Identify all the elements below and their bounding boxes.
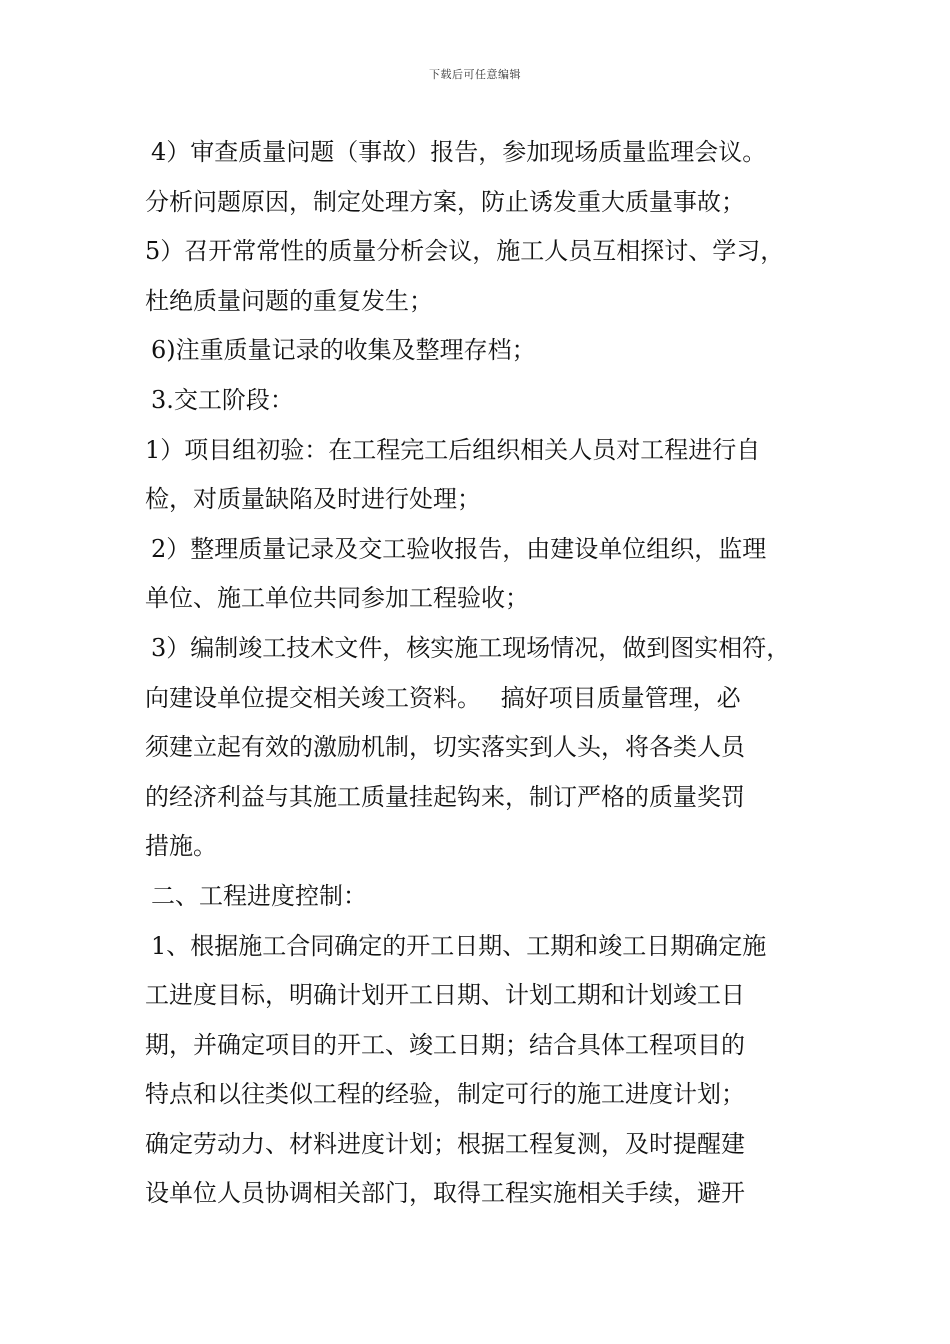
text-line: 1）项目组初验：在工程完工后组织相关人员对工程进行自 (145, 435, 761, 464)
text-line: 5）召开常常性的质量分析会议，施工人员互相探讨、学习， (145, 237, 785, 266)
text-line: 4）审查质量问题（事故）报告，参加现场质量监理会议。 (151, 138, 767, 166)
text-line: 1、根据施工合同确定的开工日期、工期和竣工日期确定施 (151, 931, 767, 960)
text-line: 的经济利益与其施工质量挂起钩来，制订严格的质量奖罚 (145, 782, 745, 811)
text-line: 3.交工阶段： (151, 385, 294, 414)
text-line: 杜绝质量问题的重复发生； (145, 286, 433, 315)
text-line: 措施。 (145, 832, 217, 861)
text-line: 向建设单位提交相关竣工资料。 搞好项目质量管理，必 (145, 683, 741, 712)
page-header: 下载后可任意编辑 (429, 68, 521, 81)
section-heading: 二、工程进度控制： (151, 881, 367, 910)
text-line: 检，对质量缺陷及时进行处理； (145, 485, 481, 514)
text-line: 须建立起有效的激励机制，切实落实到人头，将各类人员 (145, 733, 745, 762)
text-line: 特点和以往类似工程的经验，制定可行的施工进度计划； (145, 1080, 745, 1109)
text-line: 期，并确定项目的开工、竣工日期；结合具体工程项目的 (145, 1030, 745, 1059)
text-line: 单位、施工单位共同参加工程验收； (145, 584, 529, 613)
text-line: 确定劳动力、材料进度计划；根据工程复测，及时提醒建 (145, 1129, 745, 1158)
text-line: 2）整理质量记录及交工验收报告，由建设单位组织，监理 (151, 534, 767, 563)
document-body (145, 128, 835, 1219)
text-line: 设单位人员协调相关部门，取得工程实施相关手续，避开 (145, 1179, 745, 1208)
text-line: 6)注重质量记录的收集及整理存档； (151, 336, 536, 365)
text-line: 3）编制竣工技术文件，核实施工现场情况，做到图实相符， (151, 633, 791, 662)
text-line: 工进度目标，明确计划开工日期、计划工期和计划竣工日 (145, 981, 745, 1010)
text-line: 分析问题原因，制定处理方案，防止诱发重大质量事故； (145, 187, 745, 216)
